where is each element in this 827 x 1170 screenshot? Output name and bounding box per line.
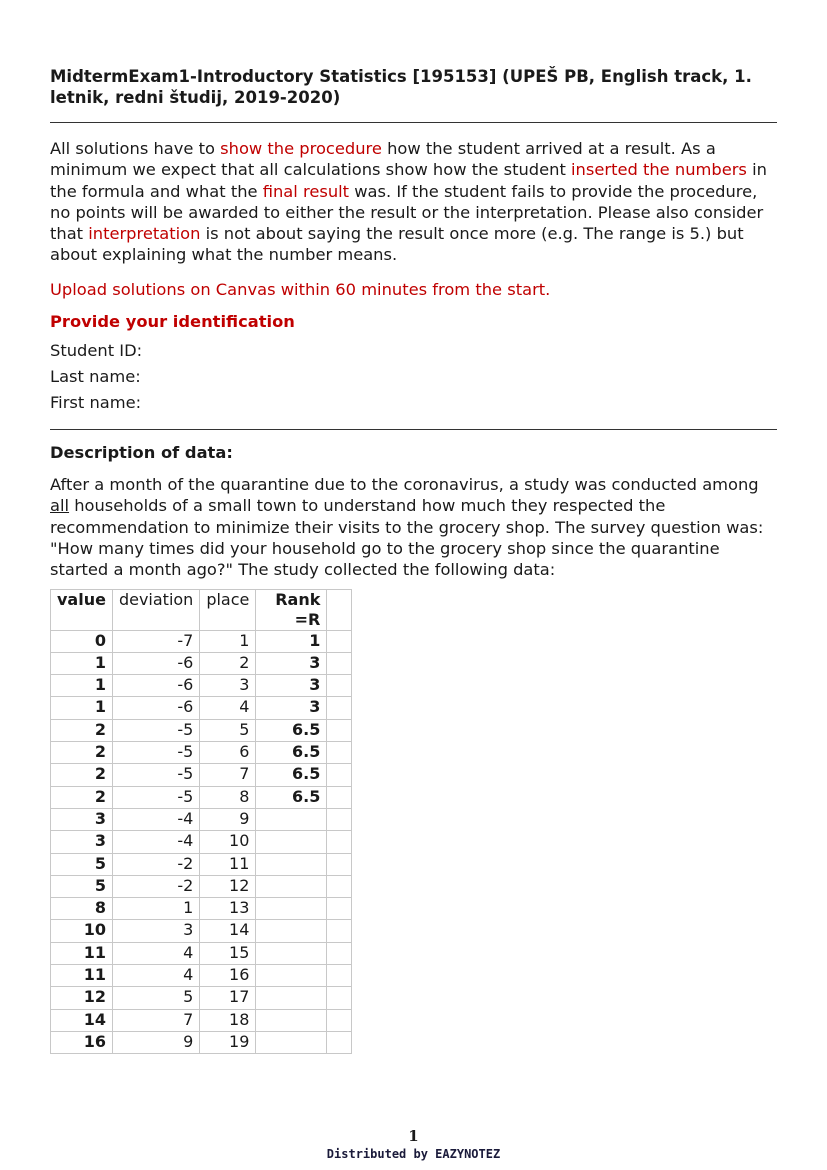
header-value: value: [51, 589, 113, 630]
rank-cell: 6.5: [256, 719, 327, 741]
top-divider: [50, 122, 777, 123]
table-row: [51, 786, 352, 808]
rank-cell: [256, 920, 327, 942]
value-cell: 12: [51, 987, 113, 1009]
place-cell: 5: [200, 719, 256, 741]
value-cell: 2: [51, 764, 113, 786]
value-cell: 5: [51, 853, 113, 875]
deviation-cell: 3: [112, 920, 199, 942]
value-cell: 5: [51, 875, 113, 897]
header-rank: Rank =R: [256, 589, 327, 630]
value-cell: 11: [51, 942, 113, 964]
table-row: [51, 942, 352, 964]
value-cell: 10: [51, 920, 113, 942]
table-row: [51, 831, 352, 853]
place-cell: 11: [200, 853, 256, 875]
extra-cell: [327, 1031, 352, 1053]
deviation-cell: -4: [112, 808, 199, 830]
place-cell: 17: [200, 987, 256, 1009]
table-body: [51, 630, 352, 1054]
table-row: [51, 652, 352, 674]
value-cell: 1: [51, 652, 113, 674]
rank-cell: 1: [256, 630, 327, 652]
table-row: [51, 764, 352, 786]
deviation-cell: -2: [112, 875, 199, 897]
value-cell: 14: [51, 1009, 113, 1031]
page-number: 1: [408, 1127, 419, 1145]
data-table: [50, 589, 352, 1055]
rank-cell: 6.5: [256, 786, 327, 808]
value-cell: 2: [51, 742, 113, 764]
table-row: [51, 898, 352, 920]
description-heading: Description of data:: [50, 443, 233, 463]
value-cell: 16: [51, 1031, 113, 1053]
final-result-highlight: final result: [262, 181, 350, 201]
all-underlined: all: [50, 496, 70, 516]
table-row: [51, 1009, 352, 1031]
place-cell: 14: [200, 920, 256, 942]
place-cell: 2: [200, 652, 256, 674]
deviation-cell: 1: [112, 898, 199, 920]
extra-cell: [327, 808, 352, 830]
extra-cell: [327, 987, 352, 1009]
table-row: [51, 920, 352, 942]
deviation-cell: 9: [112, 1031, 199, 1053]
place-cell: 16: [200, 965, 256, 987]
deviation-cell: -6: [112, 697, 199, 719]
deviation-cell: -6: [112, 652, 199, 674]
table-row: [51, 697, 352, 719]
extra-cell: [327, 831, 352, 853]
value-cell: 1: [51, 675, 113, 697]
place-cell: 15: [200, 942, 256, 964]
header-extra: [327, 589, 352, 630]
extra-cell: [327, 652, 352, 674]
instructions-paragraph: All solutions have to show the procedure how the student arrived at a result. As a minimum we expect that all calculations show how the student inserted the numbers in the formula and what the final result was. If the student fails to provide the procedure, no points will be awarded to either the result or the interpretation. Please also consider that interpretation is not about saying the result once more (e.g. The range is 5.) but about explaining what the number means.: [50, 139, 767, 265]
deviation-cell: -2: [112, 853, 199, 875]
student-id-label: Student ID:: [50, 341, 143, 361]
table-row: [51, 875, 352, 897]
value-cell: 1: [51, 697, 113, 719]
section-divider: [50, 429, 777, 430]
identification-heading: Provide your identification: [50, 312, 295, 332]
rank-cell: [256, 942, 327, 964]
deviation-cell: 7: [112, 1009, 199, 1031]
place-cell: 8: [200, 786, 256, 808]
table-row: [51, 1031, 352, 1053]
first-name-label: First name:: [50, 393, 142, 413]
extra-cell: [327, 742, 352, 764]
rank-cell: 3: [256, 697, 327, 719]
value-cell: 8: [51, 898, 113, 920]
table-header-row: [51, 589, 352, 630]
extra-cell: [327, 697, 352, 719]
exam-title: MidtermExam1-Introductory Statistics [195153] (UPEŠ PB, English track, 1. letnik, redni študij, 2019-2020): [50, 67, 752, 107]
table-row: [51, 719, 352, 741]
extra-cell: [327, 942, 352, 964]
value-cell: 2: [51, 786, 113, 808]
rank-cell: [256, 875, 327, 897]
description-paragraph: After a month of the quarantine due to the coronavirus, a study was conducted among all households of a small town to understand how much they respected the recommendation to minimize their visits to the grocery shop. The survey question was: "How many times did your household go to the grocery shop since the quarantine started a month ago?" The study collected the following data:: [50, 475, 764, 580]
place-cell: 9: [200, 808, 256, 830]
inserted-numbers-highlight: inserted the numbers: [571, 160, 747, 180]
rank-cell: 3: [256, 652, 327, 674]
extra-cell: [327, 898, 352, 920]
value-cell: 0: [51, 630, 113, 652]
extra-cell: [327, 875, 352, 897]
place-cell: 19: [200, 1031, 256, 1053]
deviation-cell: -6: [112, 675, 199, 697]
distributed-by: Distributed by EAZYNOTEZ: [326, 1147, 501, 1161]
deviation-cell: -5: [112, 786, 199, 808]
upload-note: Upload solutions on Canvas within 60 minutes from the start.: [50, 279, 551, 299]
exam-page: [50, 66, 777, 1054]
table-row: [51, 675, 352, 697]
rank-cell: [256, 831, 327, 853]
interpretation-highlight: interpretation: [88, 224, 201, 244]
deviation-cell: -5: [112, 742, 199, 764]
show-procedure-highlight: show the procedure: [220, 139, 382, 158]
deviation-cell: 4: [112, 942, 199, 964]
extra-cell: [327, 630, 352, 652]
table-row: [51, 987, 352, 1009]
place-cell: 3: [200, 675, 256, 697]
place-cell: 18: [200, 1009, 256, 1031]
value-cell: 2: [51, 719, 113, 741]
deviation-cell: -4: [112, 831, 199, 853]
rank-cell: 3: [256, 675, 327, 697]
header-place: place: [200, 589, 256, 630]
table-row: [51, 808, 352, 830]
extra-cell: [327, 786, 352, 808]
rank-cell: [256, 1031, 327, 1053]
value-cell: 3: [51, 808, 113, 830]
deviation-cell: -5: [112, 719, 199, 741]
place-cell: 4: [200, 697, 256, 719]
deviation-cell: -5: [112, 764, 199, 786]
place-cell: 13: [200, 898, 256, 920]
extra-cell: [327, 764, 352, 786]
place-cell: 6: [200, 742, 256, 764]
table-row: [51, 853, 352, 875]
place-cell: 10: [200, 831, 256, 853]
extra-cell: [327, 1009, 352, 1031]
place-cell: 1: [200, 630, 256, 652]
rank-cell: 6.5: [256, 742, 327, 764]
rank-cell: [256, 1009, 327, 1031]
table-row: [51, 965, 352, 987]
rank-cell: 6.5: [256, 764, 327, 786]
value-cell: 11: [51, 965, 113, 987]
rank-cell: [256, 965, 327, 987]
extra-cell: [327, 965, 352, 987]
rank-cell: [256, 808, 327, 830]
place-cell: 12: [200, 875, 256, 897]
extra-cell: [327, 920, 352, 942]
identification-fields: [50, 338, 777, 416]
deviation-cell: 5: [112, 987, 199, 1009]
place-cell: 7: [200, 764, 256, 786]
extra-cell: [327, 675, 352, 697]
rank-cell: [256, 987, 327, 1009]
rank-cell: [256, 898, 327, 920]
last-name-label: Last name:: [50, 367, 141, 387]
table-row: [51, 630, 352, 652]
deviation-cell: 4: [112, 965, 199, 987]
extra-cell: [327, 719, 352, 741]
extra-cell: [327, 853, 352, 875]
header-deviation: deviation: [112, 589, 199, 630]
table-row: [51, 742, 352, 764]
deviation-cell: -7: [112, 630, 199, 652]
value-cell: 3: [51, 831, 113, 853]
rank-cell: [256, 853, 327, 875]
